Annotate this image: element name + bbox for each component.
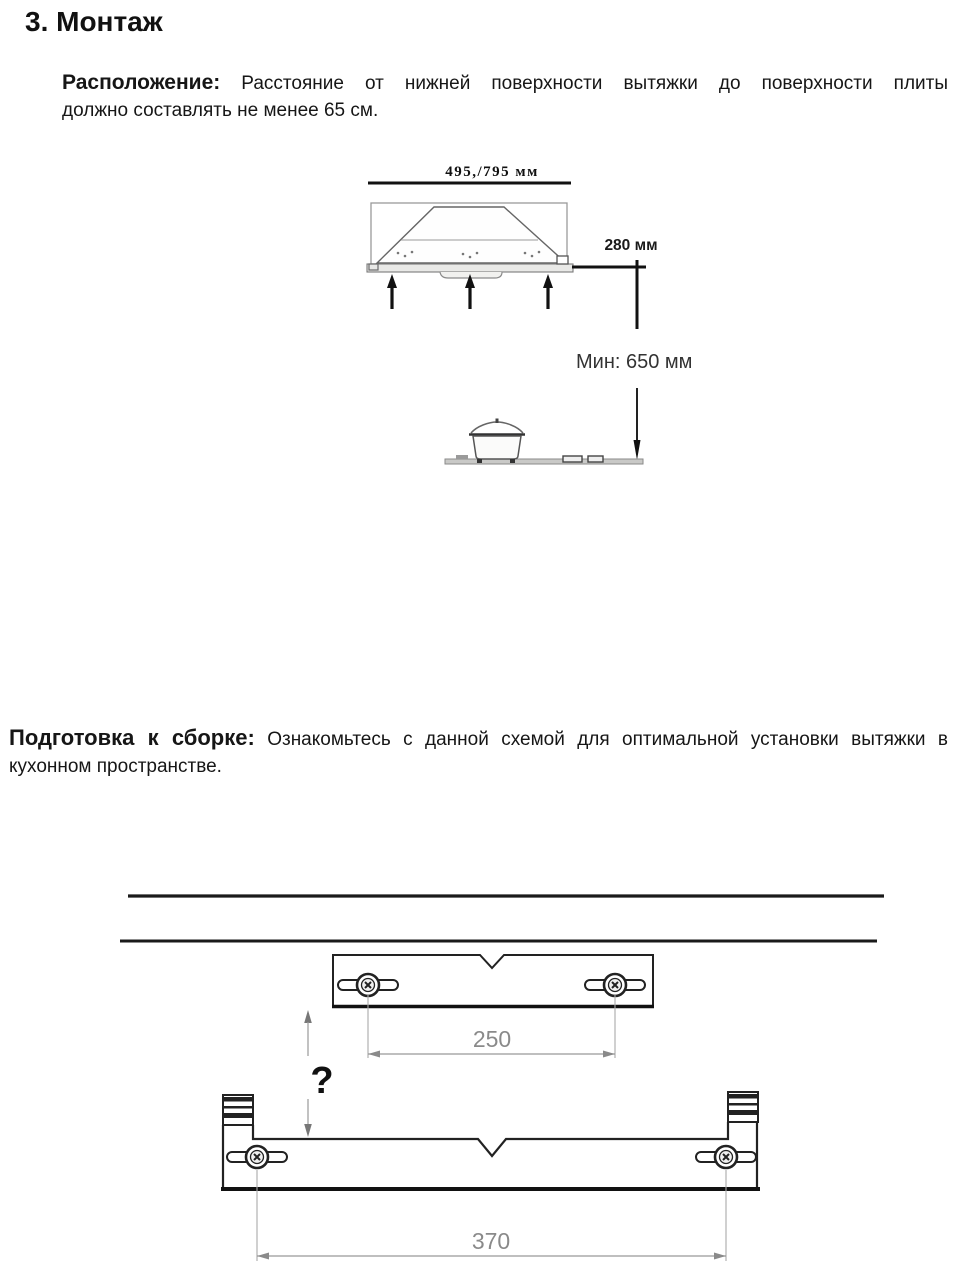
location-label: Расположение: <box>62 71 221 94</box>
location-text1: Расстояние от нижней поверхности вытяжки до поверхности плиты <box>241 73 948 94</box>
bottom-spacing-dimension <box>257 1170 726 1261</box>
location-paragraph <box>62 69 948 124</box>
mounting-arrows-icon <box>387 274 553 309</box>
min-distance-label: Мин: 650 мм <box>576 351 693 373</box>
bottom-spacing-value: 370 <box>471 1228 511 1254</box>
location-text2: должно составлять не менее 65 см. <box>62 100 379 121</box>
preparation-text2: кухонном пространстве. <box>9 756 222 777</box>
top-spacing-value: 250 <box>472 1026 512 1052</box>
preparation-text1: Ознакомьтесь с данной схемой для оптимальной установки вытяжки в <box>267 729 949 750</box>
mounting-scheme-diagram <box>100 880 900 1270</box>
unknown-distance-label: ? <box>310 1060 334 1102</box>
preparation-line1 <box>9 724 948 753</box>
min-distance-arrow <box>634 388 641 460</box>
hood-height-dimension-lines <box>572 260 646 329</box>
cooktop-drawing <box>445 419 643 465</box>
screw-keyhole-icon <box>696 1146 756 1168</box>
hood-height-dimension-label: 280 мм <box>604 237 658 254</box>
left-ridge <box>223 1095 253 1125</box>
preparation-label: Подготовка к сборке: <box>9 725 255 750</box>
hood-clearance-diagram <box>350 148 710 478</box>
hood-width-dimension-label: 495,/795 мм <box>445 164 539 180</box>
screw-keyhole-icon <box>227 1146 287 1168</box>
location-line1 <box>62 69 948 97</box>
hood-body-drawing <box>367 203 573 278</box>
wall-lines <box>120 896 884 941</box>
right-ridge <box>728 1092 758 1122</box>
unknown-distance-dimension <box>304 1010 333 1137</box>
wall-bracket-drawing <box>332 955 654 1007</box>
hood-top-profile-drawing <box>221 1092 760 1189</box>
pot-icon <box>469 419 525 464</box>
page-title: 3. Монтаж <box>25 6 163 37</box>
preparation-paragraph <box>9 724 948 780</box>
